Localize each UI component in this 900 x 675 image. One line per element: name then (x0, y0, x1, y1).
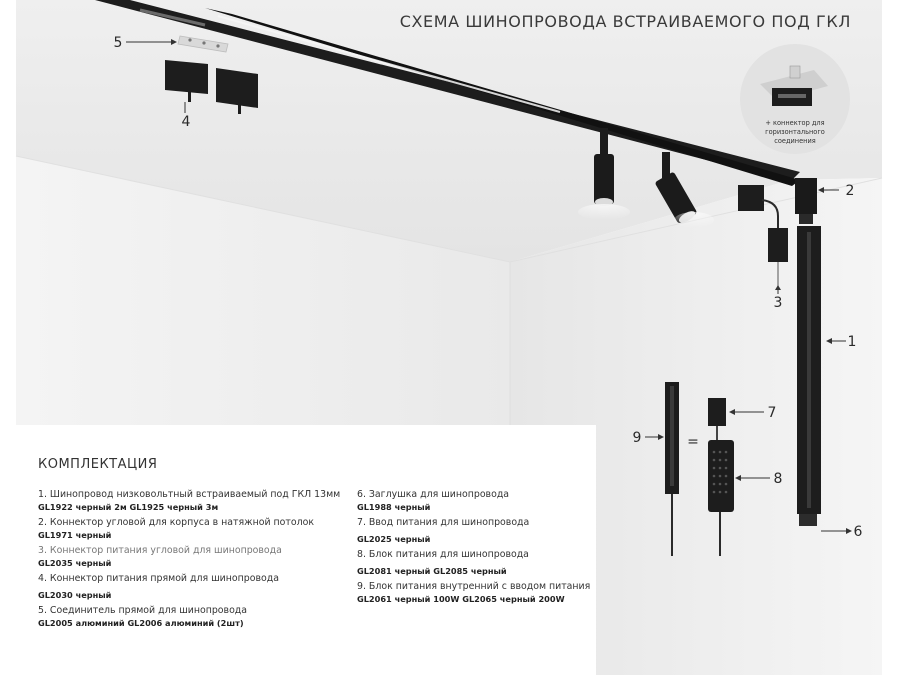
inset-note-line-3: соединения (774, 137, 816, 145)
wall-track (795, 178, 821, 526)
kit-item-1 (38, 489, 358, 513)
callout-9: 9 (632, 430, 642, 446)
kit-item-code: GL1922 черный 2м GL1925 черный 3м (38, 502, 219, 512)
kit-item-2 (38, 517, 358, 541)
callout-5: 5 (113, 35, 123, 51)
kit-item-6 (357, 489, 592, 513)
callout-7: 7 (767, 405, 777, 421)
kit-item-code: GL1988 черный (357, 502, 431, 512)
kit-item-name: 4. Коннектор питания прямой для шинопровода (38, 573, 279, 584)
callout-3: 3 (773, 295, 783, 311)
kit-item-name: 6. Заглушка для шинопровода (357, 489, 510, 500)
callout-4: 4 (181, 114, 191, 130)
kit-list-right (357, 489, 592, 609)
kit-item-name: 5. Соединитель прямой для шинопровода (38, 605, 248, 616)
kit-item-code: GL2030 черный (38, 590, 112, 600)
kit-heading: КОМПЛЕКТАЦИЯ (38, 457, 158, 472)
kit-item-code: GL2025 черный (357, 534, 431, 544)
callout-2: 2 (845, 183, 855, 199)
kit-item-name: 3. Коннектор питания угловой для шинопровода (38, 545, 282, 556)
kit-item-name: 7. Ввод питания для шинопровода (357, 517, 530, 528)
diagram-title: СХЕМА ШИНОПРОВОДА ВСТРАИВАЕМОГО ПОД ГКЛ (399, 12, 851, 31)
kit-item-code: GL2035 черный (38, 558, 112, 568)
kit-item-name: 9. Блок питания внутренний с вводом питания (357, 581, 591, 592)
kit-item-3 (38, 545, 358, 569)
kit-item-code: GL2081 черный GL2085 черный (357, 566, 507, 576)
kit-item-9 (357, 581, 592, 605)
inset-note-line-1: + коннектор для (765, 119, 825, 127)
callout-1: 1 (847, 334, 857, 350)
callout-8: 8 (773, 471, 783, 487)
kit-item-name: 1. Шинопровод низковольтный встраиваемый под ГКЛ 13мм (38, 489, 341, 500)
kit-list-left (38, 489, 358, 633)
kit-item-8 (357, 549, 592, 577)
kit-item-code: GL2005 алюминий GL2006 алюминий (2шт) (38, 618, 244, 628)
kit-item-code: GL1971 черный (38, 530, 112, 540)
equals-sign: = (687, 434, 699, 450)
kit-item-4 (38, 573, 358, 601)
kit-item-5 (38, 605, 358, 629)
kit-item-name: 2. Коннектор угловой для корпуса в натяжной потолок (38, 517, 314, 528)
kit-item-name: 8. Блок питания для шинопровода (357, 549, 529, 560)
kit-item-code: GL2061 черный 100W GL2065 черный 200W (357, 594, 565, 604)
inset-note-line-2: горизонтального (765, 128, 825, 136)
kit-panel (16, 425, 596, 675)
kit-item-7 (357, 517, 592, 545)
callout-6: 6 (853, 524, 863, 540)
